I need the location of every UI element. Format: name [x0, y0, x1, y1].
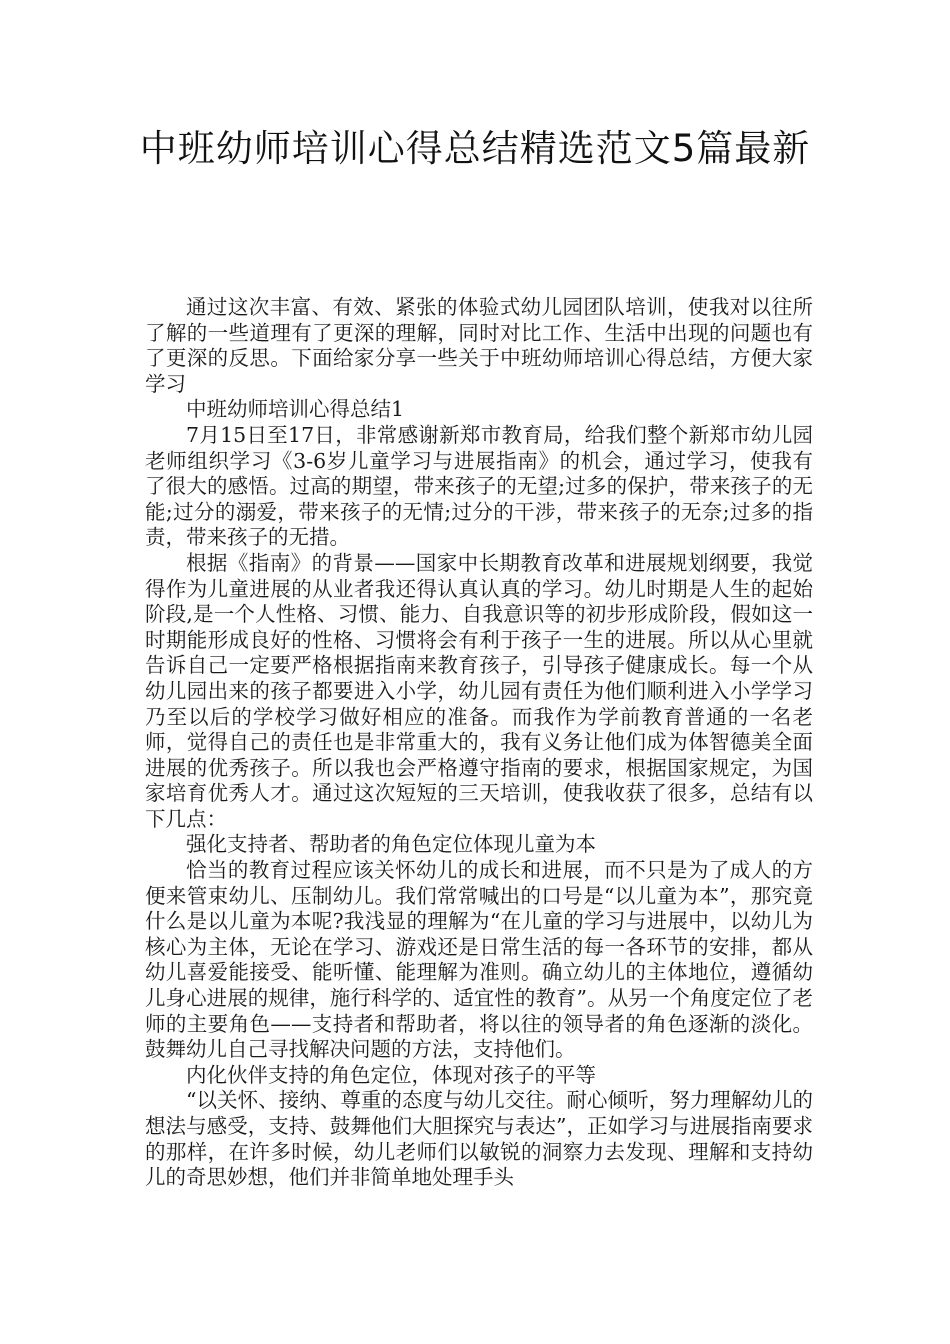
subheading: 强化支持者、帮助者的角色定位体现儿童为本 [186, 832, 596, 857]
paragraph-intro: 通过这次丰富、有效、紧张的体验式幼儿园团队培训，使我对以往所了解的一些道理有了更深的理解，同时对比工作、生活中出现的问题也有了更深的反思。下面给家分享一些关于中班幼师培训心得总结，方便大家学习 [145, 295, 813, 396]
paragraph: 恰当的教育过程应该关怀幼儿的成长和进展，而不只是为了成人的方便来管束幼儿、压制幼儿。我们常常喊出的口号是“以儿童为本”，那究竟什么是以儿童为本呢?我浅显的理解为“在儿童的学习与进展中，以幼儿为核心为主体，无论在学习、游戏还是日常生活的每一各环节的安排，都从幼儿喜爱能接受、能听懂、能理解为准则。确立幼儿的主体地位，遵循幼儿身心进展的规律，施行科学的、适宜性的教育”。从另一个角度定位了老师的主要角色——支持者和帮助者，将以往的领导者的角色逐渐的淡化。鼓舞幼儿自己寻找解决问题的方法，支持他们。 [145, 858, 813, 1062]
document-body [145, 295, 813, 1191]
paragraph: “以关怀、接纳、尊重的态度与幼儿交往。耐心倾听，努力理解幼儿的想法与感受，支持、鼓舞他们大胆探究与表达”，正如学习与进展指南要求的那样，在许多时候，幼儿老师们以敏锐的洞察力去发现、理解和支持幼儿的奇思妙想，他们并非简单地处理手头 [145, 1088, 813, 1190]
paragraph: 7月15日至17日，非常感谢新郑市教育局，给我们整个新郑市幼儿园老师组织学习《3-6岁儿童学习与进展指南》的机会，通过学习，使我有了很大的感悟。过高的期望，带来孩子的无望;过多的保护，带来孩子的无能;过分的溺爱，带来孩子的无情;过分的干涉，带来孩子的无奈;过多的指责，带来孩子的无措。 [145, 422, 813, 550]
subheading: 内化伙伴支持的角色定位，体现对孩子的平等 [186, 1062, 596, 1087]
paragraph: 根据《指南》的背景——国家中长期教育改革和进展规划纲要，我觉得作为儿童进展的从业者我还得认真认真的学习。幼儿时期是人生的起始阶段,是一个人性格、习惯、能力、自我意识等的初步形成阶段，假如这一时期能形成良好的性格、习惯将会有利于孩子一生的进展。所以从心里就告诉自己一定要严格根据指南来教育孩子，引导孩子健康成长。每一个从幼儿园出来的孩子都要进入小学，幼儿园有责任为他们顺利进入小学学习乃至以后的学校学习做好相应的准备。而我作为学前教育普通的一名老师，觉得自己的责任也是非常重大的，我有义务让他们成为体智德美全面进展的优秀孩子。所以我也会严格遵守指南的要求，根据国家规定，为国家培育优秀人才。通过这次短短的三天培训，使我收获了很多，总结有以下几点： [145, 550, 813, 831]
document-title: 中班幼师培训心得总结精选范文5篇最新 [139, 127, 811, 170]
section-heading-1: 中班幼师培训心得总结1 [186, 397, 405, 422]
